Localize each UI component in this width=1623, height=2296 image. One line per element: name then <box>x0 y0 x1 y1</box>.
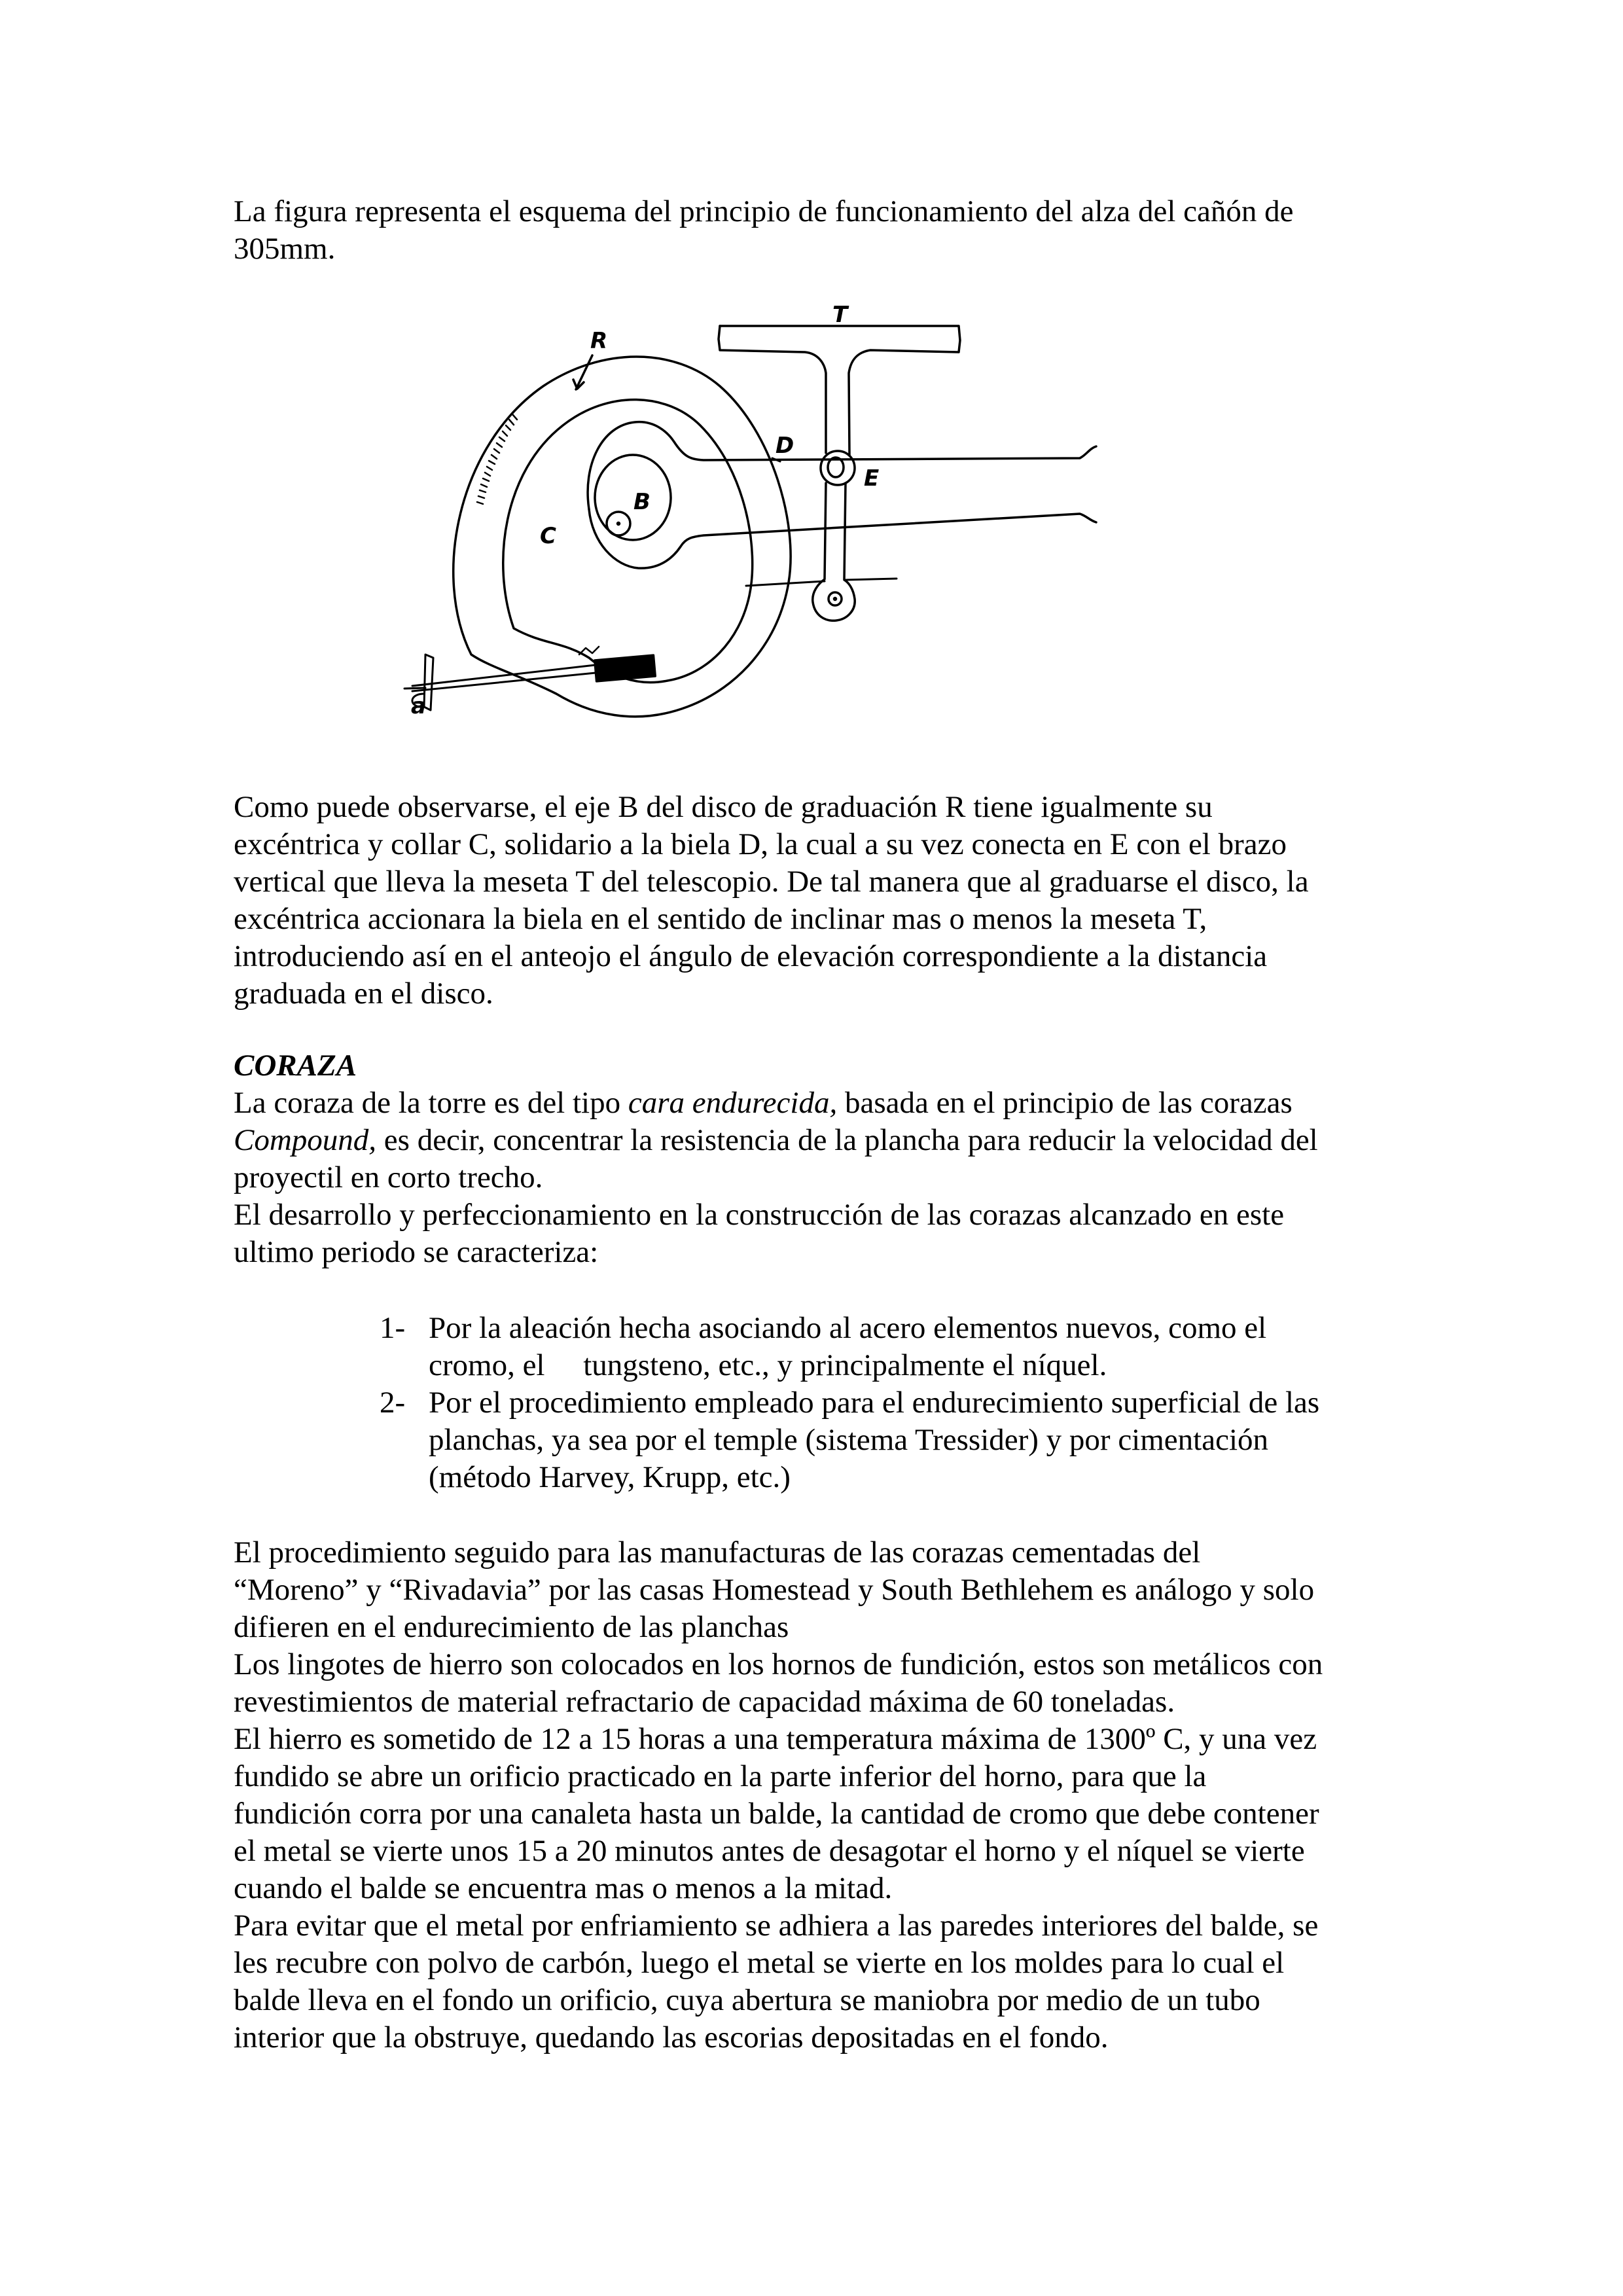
manufacture-line-9: el metal se vierte unos 15 a 20 minutos antes de desagotar el horno y el níquel se vierte <box>234 1834 1305 1868</box>
list-marker-1: 1- <box>380 1311 406 1345</box>
list-item-2-line-3: (método Harvey, Krupp, etc.) <box>429 1460 791 1494</box>
coraza-p2-line-2: ultimo periodo se caracteriza: <box>234 1235 599 1269</box>
manufacture-line-7: fundido se abre un orificio practicado en la parte inferior del horno, para que la <box>234 1759 1207 1793</box>
coraza-p1-line-3: proyectil en corto trecho. <box>234 1160 543 1194</box>
explanation-line-6: graduada en el disco. <box>234 977 493 1011</box>
manufacture-line-5: revestimientos de material refractario de capacidad máxima de 60 toneladas. <box>234 1685 1175 1719</box>
explanation-line-4: excéntrica accionara la biela en el sentido de inclinar mas o menos la meseta T, <box>234 902 1207 936</box>
explanation-line-2: excéntrica y collar C, solidario a la biela D, la cual a su vez conecta en E con el brazo <box>234 827 1287 861</box>
manufacture-line-10: cuando el balde se encuentra mas o menos a la mitad. <box>234 1871 893 1905</box>
section-heading-coraza: CORAZA <box>234 1049 357 1083</box>
manufacture-line-6: El hierro es sometido de 12 a 15 horas a una temperatura máxima de 1300º C, y una vez <box>234 1722 1317 1756</box>
explanation-line-5: introduciendo así en el anteojo el ángulo de elevación correspondiente a la distancia <box>234 939 1268 973</box>
explanation-line-1: Como puede observarse, el eje B del disco de graduación R tiene igualmente su <box>234 790 1213 824</box>
alza-mechanism-diagram <box>393 301 1243 733</box>
coraza-p1-line-1 <box>234 1085 1293 1122</box>
coraza-p2-line-1: El desarrollo y perfeccionamiento en la construcción de las corazas alcanzado en este <box>234 1198 1285 1232</box>
list-item-2-line-1: Por el procedimiento empleado para el endurecimiento superficial de las <box>429 1386 1320 1420</box>
list-item-1-line-2: cromo, el tungsteno, etc., y principalmente el níquel. <box>429 1348 1107 1382</box>
emphasis-cara-endurecida: cara endurecida, <box>628 1086 838 1120</box>
list-item-2-line-2: planchas, ya sea por el temple (sistema Tressider) y por cimentación <box>429 1423 1268 1457</box>
label-b: B <box>633 489 651 515</box>
manufacture-line-1: El procedimiento seguido para las manufacturas de las corazas cementadas del <box>234 1535 1201 1570</box>
manufacture-line-14: interior que la obstruye, quedando las escorias depositadas en el fondo. <box>234 2020 1109 2054</box>
explanation-line-3: vertical que lleva la meseta T del telescopio. De tal manera que al graduarse el disco, la <box>234 865 1309 899</box>
label-c: C <box>540 523 556 549</box>
label-a: a <box>411 693 426 719</box>
label-r: R <box>590 328 608 354</box>
graduation-ticks <box>477 414 517 504</box>
text-run: es decir, concentrar la resistencia de la plancha para reducir la velocidad del <box>376 1123 1318 1157</box>
connecting-rod-d <box>588 422 1096 568</box>
manufacture-line-3: difieren en el endurecimiento de las planchas <box>234 1610 789 1644</box>
manufacture-line-13: balde lleva en el fondo un orificio, cuya abertura se maniobra por medio de un tubo <box>234 1983 1260 2017</box>
manufacture-line-4: Los lingotes de hierro son colocados en los hornos de fundición, estos son metálicos con <box>234 1647 1323 1681</box>
pivot-e <box>821 451 855 485</box>
intro-line-1: La figura representa el esquema del principio de funcionamiento del alza del cañón de <box>234 194 1294 228</box>
manufacture-line-11: Para evitar que el metal por enfriamiento se adhiera a las paredes interiores del balde, se <box>234 1909 1319 1943</box>
worm-gear-thread <box>595 655 655 681</box>
text-run: basada en el principio de las corazas <box>837 1086 1293 1120</box>
label-e: E <box>864 465 880 492</box>
manufacture-line-12: les recubre con polvo de carbón, luego el metal se vierte en los moldes para lo cual el <box>234 1946 1285 1980</box>
list-marker-2: 2- <box>380 1386 406 1420</box>
list-item-1-line-1: Por la aleación hecha asociando al acero elementos nuevos, como el <box>429 1311 1267 1345</box>
worm-screw-handle <box>404 647 655 710</box>
manufacture-line-8: fundición corra por una canaleta hasta un balde, la cantidad de cromo que debe contener <box>234 1797 1319 1831</box>
label-t: T <box>832 302 848 328</box>
manufacture-line-2: “Moreno” y “Rivadavia” por las casas Homestead y South Bethlehem es análogo y solo <box>234 1573 1315 1607</box>
vertical-arm <box>719 326 960 620</box>
emphasis-compound: Compound, <box>234 1123 377 1157</box>
intro-line-2: 305mm. <box>234 232 336 266</box>
text-run: La coraza de la torre es del tipo <box>234 1086 628 1120</box>
coraza-p1-line-2 <box>234 1122 1318 1159</box>
label-d: D <box>776 433 794 459</box>
